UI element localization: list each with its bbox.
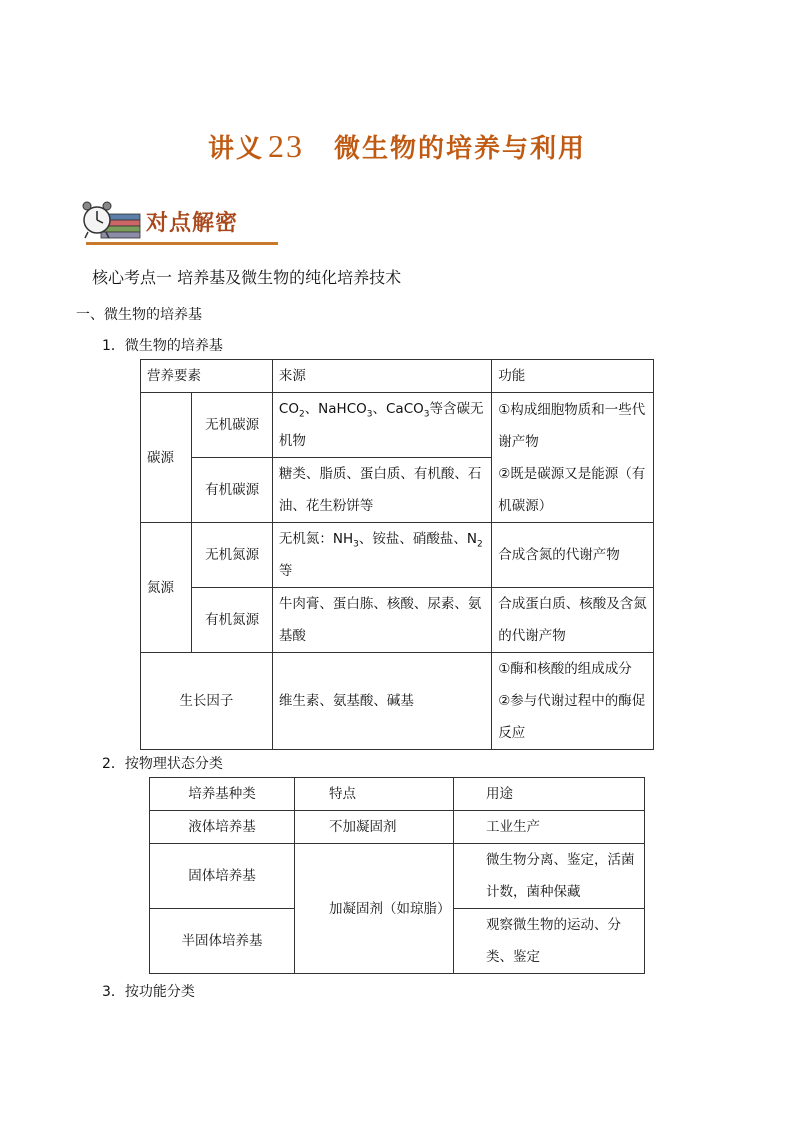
table-cell: ①构成细胞物质和一些代谢产物 ②既是碳源又是能源（有机碳源） [492,393,654,523]
table-header: 营养要素 [141,360,273,393]
banner-label: 对点解密 [146,211,239,236]
table-header: 特点 [295,778,454,811]
subsection-heading-2: 2．按物理状态分类 [102,756,223,772]
table-cell: 加凝固剂（如琼脂） [295,844,454,974]
table-cell: 牛肉膏、蛋白胨、核酸、尿素、氨基酸 [272,588,491,653]
nutrient-table [140,359,654,750]
table-cell: 合成蛋白质、核酸及含氮的代谢产物 [492,588,654,653]
table-cell: 半固体培养基 [150,909,295,974]
table-cell: $CO_2$、NaHCO$_3$、CaCO$_3$等含碳无机物 [272,393,491,458]
table-cell: 固体培养基 [150,844,295,909]
table-cell: 无机碳源 [192,393,273,458]
core-point-heading: 核心考点一 培养基及微生物的纯化培养技术 [92,268,402,287]
table-cell: 氮源 [141,523,192,653]
table-header: 用途 [454,778,645,811]
banner-underline [86,242,278,245]
table-cell: 有机氮源 [192,588,273,653]
table-cell: 维生素、氨基酸、碱基 [272,653,491,750]
table-cell: 有机碳源 [192,458,273,523]
subsection-heading-1: 1．微生物的培养基 [102,338,223,354]
table-cell: 糖类、脂质、蛋白质、有机酸、石油、花生粉饼等 [272,458,491,523]
page-title: 讲义 23 微生物的培养与利用 [207,128,587,164]
table-cell: 生长因子 [141,653,273,750]
alarm-clock-books-icon [80,198,142,244]
table-header: 功能 [492,360,654,393]
table-header: 来源 [272,360,491,393]
table-cell: 碳源 [141,393,192,523]
table-header: 培养基种类 [150,778,295,811]
table-cell: ①酶和核酸的组成成分 ②参与代谢过程中的酶促反应 [492,653,654,750]
table-cell: 工业生产 [454,811,645,844]
physical-state-table [149,777,645,974]
table-cell: 无机氮：$NH_3$、铵盐、硝酸盐、$N_2$等 [272,523,491,588]
section-banner [80,198,280,250]
table-cell: 观察微生物的运动、分类、鉴定 [454,909,645,974]
subsection-heading-3: 3．按功能分类 [102,984,195,1000]
table-cell: 无机氮源 [192,523,273,588]
table-cell: 液体培养基 [150,811,295,844]
table-cell: 合成含氮的代谢产物 [492,523,654,588]
section-heading-1: 一、微生物的培养基 [76,307,202,323]
table-cell: 微生物分离、鉴定，活菌计数，菌种保藏 [454,844,645,909]
table-cell: 不加凝固剂 [295,811,454,844]
